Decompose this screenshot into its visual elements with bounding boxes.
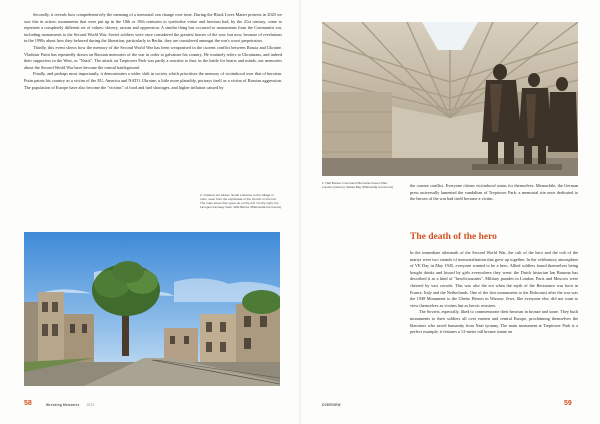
page-gutter bbox=[299, 0, 301, 424]
right-page-number: 59 bbox=[564, 400, 572, 407]
bunker-memorial-photo bbox=[322, 22, 578, 176]
left-running-head bbox=[46, 403, 94, 407]
left-paragraph-3: Finally, and perhaps most importantly, it demonstrates a wider shift in society which prioritises the memory of victimhood over that of heroism. Putin paints his country as a victim of the EU, America and NATO. Ukraine, a little more plausibly, portrays itself as a victim of Russian aggression. The population of Europe have also become the "victims" of food and fuel shortages, and higher inflation caused by bbox=[24, 71, 282, 90]
right-photo-caption: 1. Half Bunker Command Memorial Green Park, London (interior). Wasia Bay (Wikimedia Commons) bbox=[322, 181, 394, 190]
running-head-title: Wrecking Memories bbox=[46, 403, 80, 407]
left-page-number: 58 bbox=[24, 400, 32, 407]
left-photo-caption: 2. Oradour-sur-Glane: South entrance to the village in ruins, seen from the esplanade of the church on the left. The main street then goes up on the left. On the right, the Limoges tramway track. Wiki Bartos (Wikimedia Commons) bbox=[200, 193, 282, 210]
right-body-text bbox=[410, 250, 578, 336]
section-heading: The death of the hero bbox=[410, 232, 497, 242]
right-paragraph-1: In the immediate aftermath of the Second World War, the cult of the hero and the cult of the martyr were two strands of memorialisation that grew up together. In the celebratory atmosphere of VE Day in May 1945, everyone wanted to be a hero. Allied soldiers found themselves being bought drinks and kissed by girls everywhere they went: the Dutch historian Ian Buruma has described it as a kind of "heroliciousnits". Military parades in London, Paris and Moscow were cheered by vast crowds. This was also the era when the myth of the Resistance was born in France, Italy and the Netherlands. One of the first monuments to the Holocaust after the war was the 1948 Monument to the Ghetto Heroes in Warsaw. Jews, like everyone else, did not want to view themselves as victims but as heroic resisters. bbox=[410, 250, 578, 308]
oradour-ruins-photo bbox=[24, 232, 280, 386]
left-paragraph-1: Secondly, it reveals how comprehensively the meaning of a memorial can change over time. During the Black Lives Matter protests in 2020 we saw this in action: monuments that were put up in the 18th or 19th centuries to symbolise virtue and heroism had, by the 21st century, come to represent a completely different set of values: slavery, racism and oppression. A similar thing has occurred to monuments from the Communist era, including monuments to the Second World War. Soviet soldiers were once considered the greatest heroes of the war; but now, because of revelations in the 1990s about how they behaved during the liberation, particularly in Berlin, they are considered amongst the war's worst perpetrators. bbox=[24, 12, 282, 44]
right-intro-text bbox=[410, 183, 578, 203]
left-paragraph-2: Thirdly, this event shows how the memory of the Second World War has been weaponised in the current conflict between Russia and Ukraine. Vladimir Putin has repeatedly drawn on Russian memories of the war in order to galvanise his country. He routinely refers to Ukrainians, and indeed their supporters in the West, as "Nazis". The attack on Treptower Park was partly a reaction to that: in the battle for hearts and minds, our memories about the Second World War have become the central battleground. bbox=[24, 44, 282, 70]
right-running-head: OVERVIEW bbox=[322, 403, 341, 407]
right-paragraph-2: The Soviets, especially, liked to commemorate their heroism in bronze and stone. They built monuments to their soldiers all over eastern and central Europe, proclaiming themselves the liberators who saved humanity from Nazi tyranny. The main monument at Treptower Park is a perfect example: it features a 12-metre tall bronze statue on bbox=[410, 309, 578, 335]
right-intro-paragraph: the current conflict. Everyone claims victimhood status for themselves. Meanwhile, the German press universally lamented the vandalism of Treptower Park: a memorial site once dedicated to the heroes of the war had itself become a victim. bbox=[410, 183, 578, 202]
running-head-issue: 2023 bbox=[86, 403, 95, 407]
left-body-text bbox=[24, 12, 282, 91]
